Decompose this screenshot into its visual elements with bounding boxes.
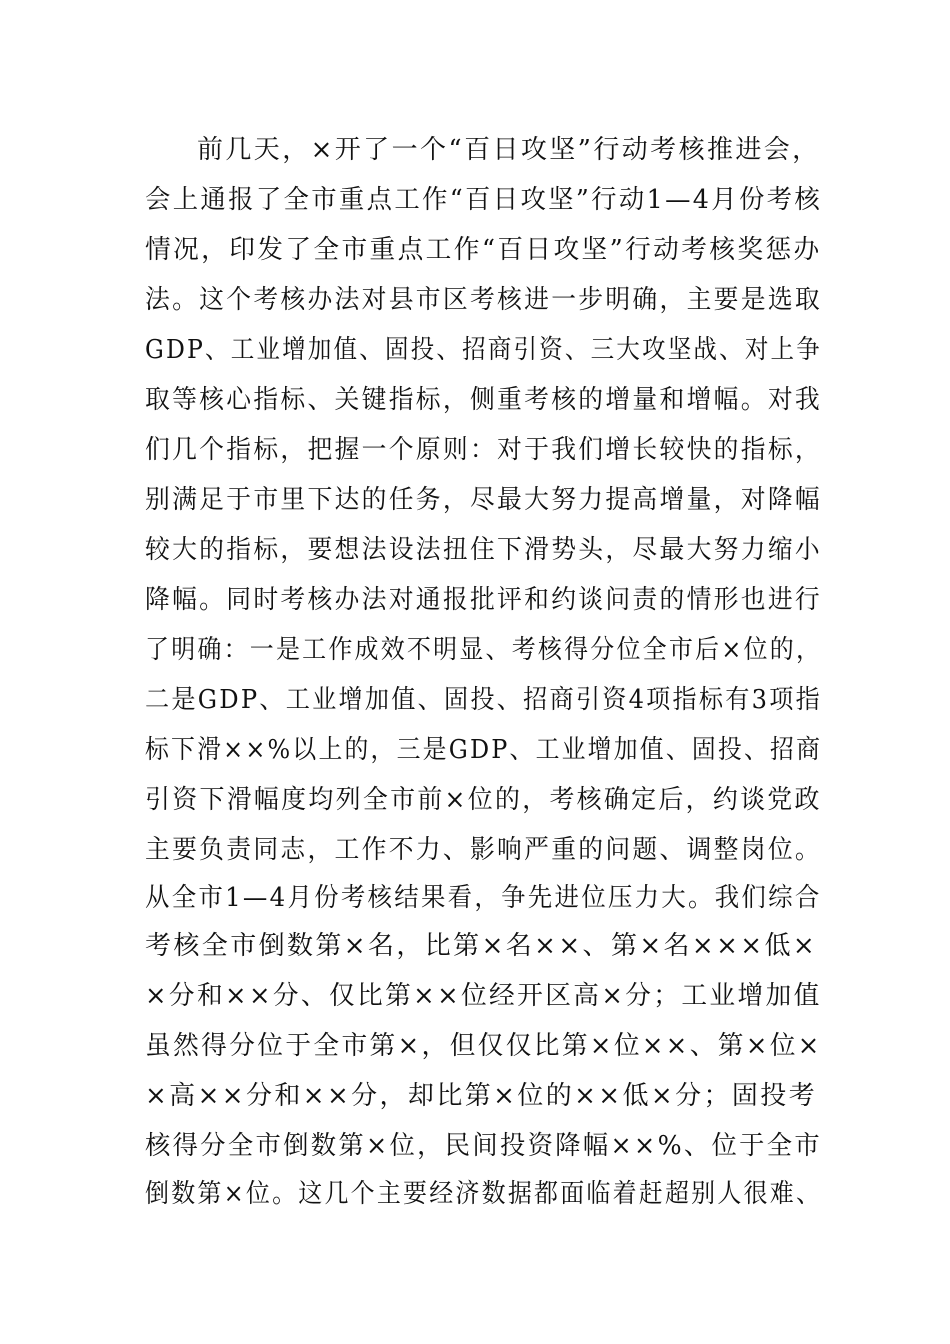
text-line-3: 情况，印发了全市重点工作“百日攻坚”行动考核奖惩办 — [145, 235, 822, 265]
text-line-15: 主要负责同志，工作不力、影响严重的问题、调整岗位。 — [145, 835, 822, 865]
text-line-11: 了明确：一是工作成效不明显、考核得分位全市后×位的， — [145, 635, 823, 665]
text-line-9: 较大的指标，要想法设法扭住下滑势头，尽最大努力缩小 — [145, 535, 822, 565]
text-line-2: 会上通报了全市重点工作“百日攻坚”行动1—4月份考核 — [145, 185, 823, 215]
text-line-22: 倒数第×位。这几个主要经济数据都面临着赶超别人很难、 — [145, 1179, 823, 1209]
text-line-14: 引资下滑幅度均列全市前×位的，考核确定后，约谈党政 — [145, 785, 822, 815]
text-line-18: ×分和××分、仅比第××位经开区高×分；工业增加值 — [145, 981, 822, 1011]
text-line-13: 标下滑××%以上的，三是GDP、工业增加值、固投、招商 — [145, 735, 823, 765]
text-line-20: ×高××分和××分，却比第×位的××低×分；固投考 — [145, 1081, 818, 1111]
text-line-7: 们几个指标，把握一个原则：对于我们增长较快的指标， — [145, 435, 822, 465]
text-line-19: 虽然得分位于全市第×，但仅仅比第×位××、第×位× — [145, 1031, 822, 1061]
text-line-17: 考核全市倒数第×名，比第×名××、第×名×××低× — [145, 931, 818, 961]
text-line-21: 核得分全市倒数第×位，民间投资降幅××%、位于全市 — [145, 1131, 823, 1161]
text-line-12: 二是GDP、工业增加值、固投、招商引资4项指标有3项指 — [145, 685, 823, 715]
text-line-4: 法。这个考核办法对县市区考核进一步明确，主要是选取 — [145, 285, 822, 315]
text-line-5: GDP、工业增加值、固投、招商引资、三大攻坚战、对上争 — [145, 335, 822, 365]
text-line-8: 别满足于市里下达的任务，尽最大努力提高增量，对降幅 — [145, 485, 822, 515]
text-line-1: 前几天，×开了一个“百日攻坚”行动考核推进会， — [197, 135, 821, 165]
text-line-16: 从全市1—4月份考核结果看，争先进位压力大。我们综合 — [145, 883, 822, 913]
text-line-6: 取等核心指标、关键指标，侧重考核的增量和增幅。对我 — [145, 385, 822, 415]
text-line-10: 降幅。同时考核办法对通报批评和约谈问责的情形也进行 — [145, 585, 822, 615]
